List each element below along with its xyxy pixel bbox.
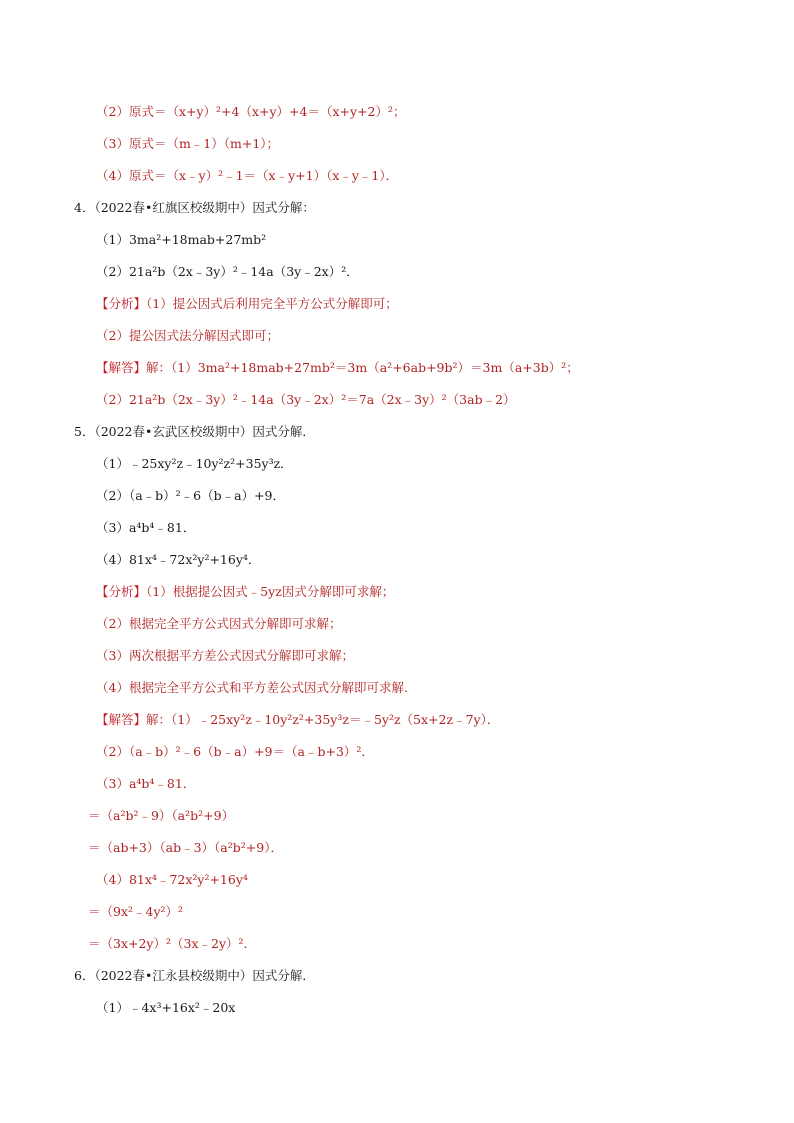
analysis-tag: 【分析】 bbox=[96, 296, 147, 311]
answer-text: 解：（1）3ma²+18mab+27mb²＝3m（a²+6ab+9b²）＝3m（a+3b）²； bbox=[146, 360, 579, 375]
solution-line: ＝（3x+2y）²（3x﹣2y）²． bbox=[88, 936, 257, 951]
solution-line: （4）81x⁴﹣72x²y²+16y⁴ bbox=[96, 872, 248, 887]
solution-line: （4）原式＝（x﹣y）²﹣1＝（x﹣y+1）（x﹣y﹣1）． bbox=[96, 168, 399, 183]
question-part: （2）（a﹣b）²﹣6（b﹣a）+9． bbox=[96, 488, 286, 503]
answer-tag: 【解答】 bbox=[96, 712, 147, 727]
question-title: 5．（2022春•玄武区校级期中）因式分解． bbox=[74, 424, 315, 439]
analysis-line: （3）两次根据平方差公式因式分解即可求解； bbox=[96, 648, 354, 663]
analysis-text: （1）根据提公因式﹣5yz因式分解即可求解； bbox=[146, 584, 395, 599]
solution-line: （2）原式＝（x+y）²+4（x+y）+4＝（x+y+2）²； bbox=[96, 104, 406, 119]
solution-line: ＝（9x²﹣4y²）² bbox=[88, 904, 184, 919]
analysis-line bbox=[96, 584, 394, 600]
solution-line: ＝（a²b²﹣9）（a²b²+9） bbox=[88, 808, 235, 823]
answer-tag: 【解答】 bbox=[96, 360, 147, 375]
question-part: （2）21a²b（2x﹣3y）²﹣14a（3y﹣2x）²． bbox=[96, 264, 359, 279]
solution-line: （3）原式＝（m﹣1）（m+1）； bbox=[96, 136, 280, 151]
question-part: （1）﹣4x³+16x²﹣20x bbox=[96, 1000, 236, 1015]
question-title: 6．（2022春•江永县校级期中）因式分解． bbox=[74, 968, 315, 983]
question-part: （4）81x⁴﹣72x²y²+16y⁴． bbox=[96, 552, 261, 567]
solution-line: ＝（ab+3）（ab﹣3）（a²b²+9）． bbox=[88, 840, 283, 855]
answer-line bbox=[96, 712, 499, 728]
question-part: （3）a⁴b⁴﹣81． bbox=[96, 520, 196, 535]
answer-line bbox=[96, 360, 579, 376]
question-part: （1）3ma²+18mab+27mb² bbox=[96, 232, 267, 247]
solution-line: （2）21a²b（2x﹣3y）²﹣14a（3y﹣2x）²＝7a（2x﹣3y）²（3ab﹣2） bbox=[96, 392, 516, 407]
solution-line: （3）a⁴b⁴﹣81． bbox=[96, 776, 196, 791]
question-title: 4．（2022春•红旗区校级期中）因式分解： bbox=[74, 200, 315, 215]
answer-text: 解：（1）﹣25xy²z﹣10y²z²+35y³z＝﹣5y²z（5x+2z﹣7y）． bbox=[146, 712, 500, 727]
analysis-line bbox=[96, 296, 398, 312]
question-part: （1）﹣25xy²z﹣10y²z²+35y³z． bbox=[96, 456, 293, 471]
solution-line: （2）（a﹣b）²﹣6（b﹣a）+9＝（a﹣b+3）²． bbox=[96, 744, 374, 759]
analysis-line: （4）根据完全平方公式和平方差公式因式分解即可求解． bbox=[96, 680, 417, 695]
analysis-line: （2）根据完全平方公式因式分解即可求解； bbox=[96, 616, 342, 631]
analysis-tag: 【分析】 bbox=[96, 584, 147, 599]
analysis-text: （1）提公因式后利用完全平方公式分解即可； bbox=[146, 296, 398, 311]
analysis-line: （2）提公因式法分解因式即可； bbox=[96, 328, 279, 343]
